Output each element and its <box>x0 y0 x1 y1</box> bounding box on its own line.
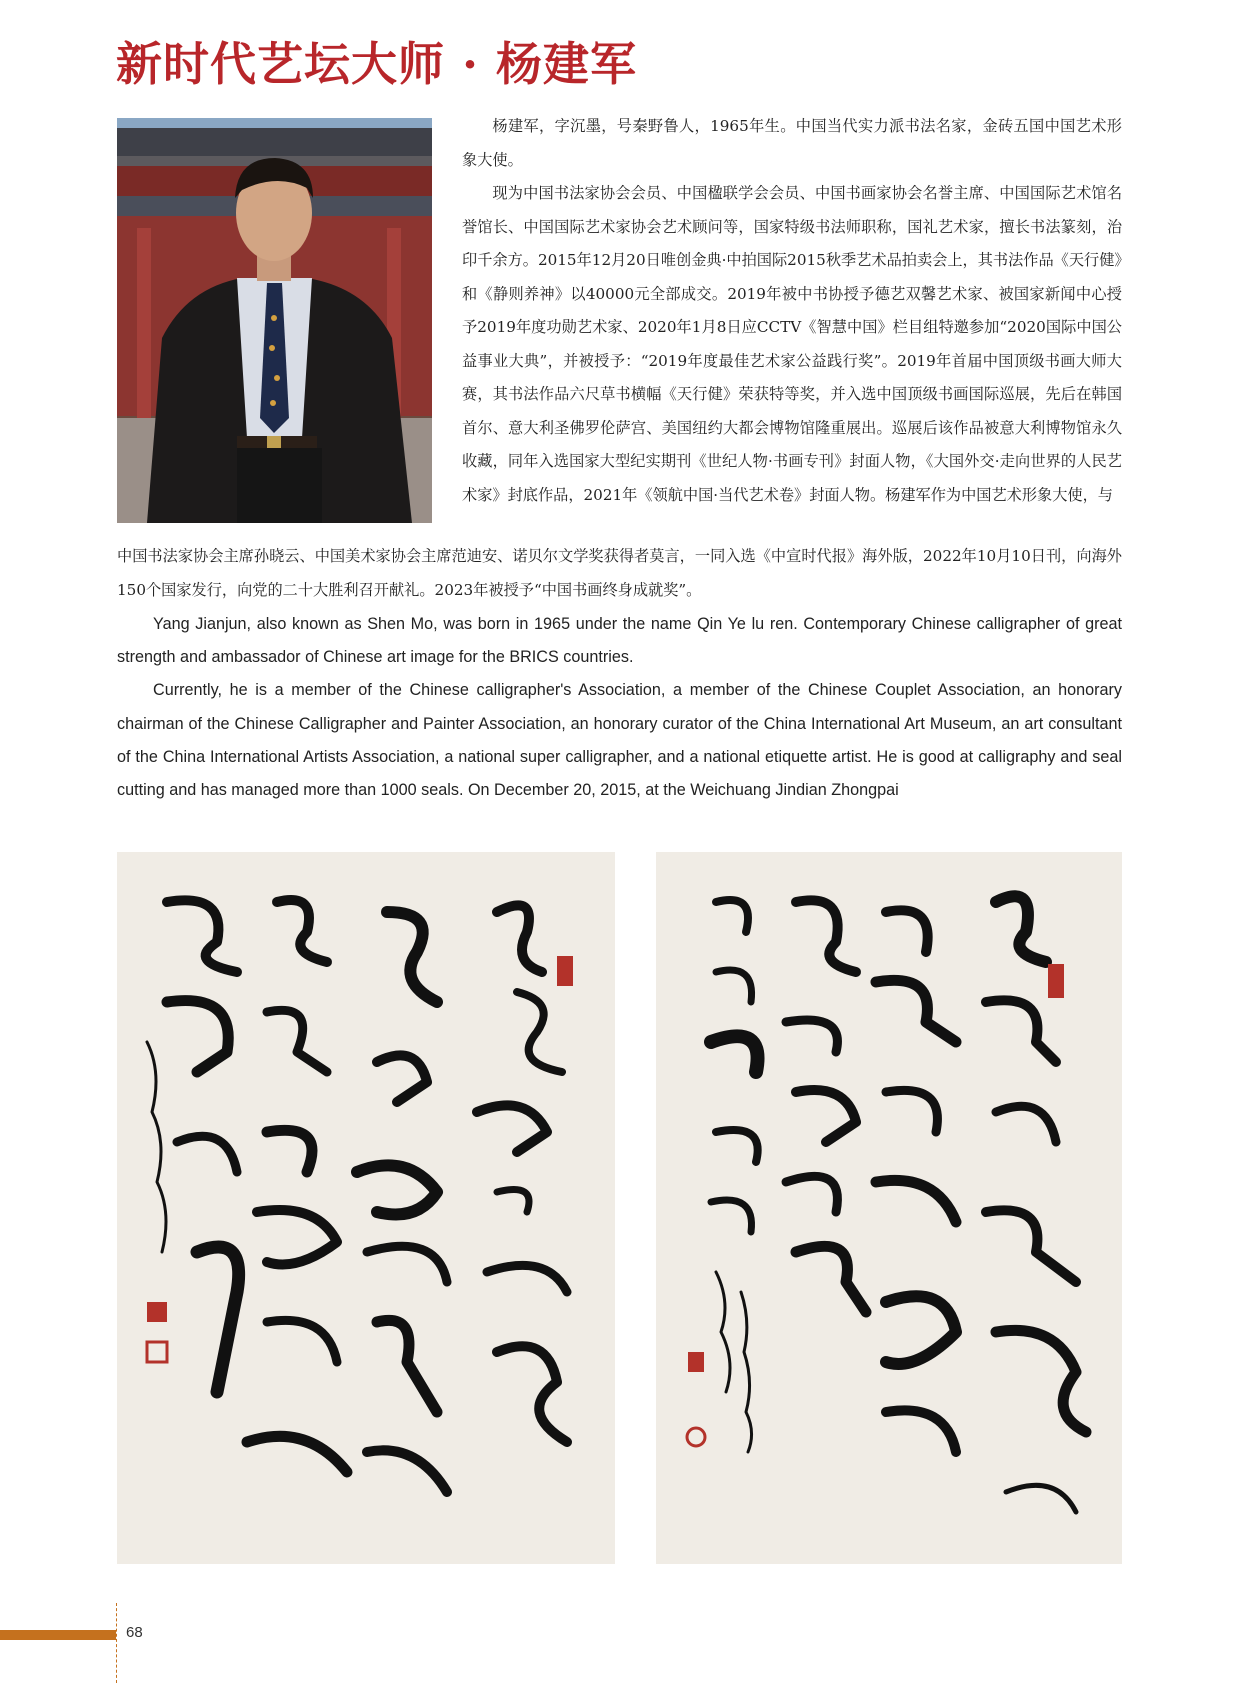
calligraphy-artwork-left <box>117 852 615 1564</box>
bio-en-paragraph-1: Yang Jianjun, also known as Shen Mo, was born in 1965 under the name Qin Ye lu ren. Contemporary Chinese calligrapher of great strength and ambassador of Chinese art image for the BRICS countries. <box>117 615 1122 667</box>
bio-cn-paragraph-2: 现为中国书法家协会会员、中国楹联学会会员、中国书画家协会名誉主席、中国国际艺术馆名誉馆长、中国国际艺术家协会艺术顾问等，国家特级书法师职称，国礼艺术家，擅长书法篆刻，治印千余方。2015年12月20日唯创金典·中拍国际2015秋季艺术品拍卖会上，其书法作品《天行健》和《静则养神》以40000元全部成交。2019年被中书协授予德艺双馨艺术家、被国家新闻中心授予2019年度功勋艺术家、2020年1月8日应CCTV《智慧中国》栏目组特邀参加“2020国际中国公益事业大典”，并被授予：“2019年度最佳艺术家公益践行奖”。2019年首届中国顶级书画大师大赛，其书法作品六尺草书横幅《天行健》荣获特等奖，并入选中国顶级书画国际巡展，先后在韩国首尔、意大利圣佛罗伦萨宫、美国纽约大都会博物馆隆重展出。巡展后该作品被意大利博物馆永久收藏，同年入选国家大型纪实期刊《世纪人物·书画专刊》封面人物，《大国外交·走向世界的人民艺术家》封底作品，2021年《领航中国·当代艺术卷》封面人物。杨建军作为中国艺术形象大使，与 <box>462 184 1122 504</box>
page-number: 68 <box>126 1624 143 1641</box>
bio-cn-full-width: 中国书法家协会主席孙晓云、中国美术家协会主席范迪安、诺贝尔文学奖获得者莫言，一同入选《中宣时代报》海外版，2022年10月10日刊，向海外150个国家发行，向党的二十大胜利召开献礼。2023年被授予“中国书画终身成就奖”。 <box>117 547 1122 599</box>
bio-en <box>117 608 1122 807</box>
bio-cn-paragraph-1: 杨建军，字沉墨，号秦野鲁人，1965年生。中国当代实力派书法名家，金砖五国中国艺术形象大使。 <box>462 117 1122 169</box>
calligraphy-artwork-right <box>656 852 1122 1564</box>
portrait-photo <box>117 118 432 523</box>
footer-accent-bar <box>0 1630 116 1640</box>
bio-en-paragraph-2: Currently, he is a member of the Chinese calligrapher's Association, a member of the Chinese Couplet Association, an honorary chairman of the Chinese Calligrapher and Painter Association, an honorary curator of the China International Art Museum, an art consultant of the China International Artists Association, a national super calligrapher, and a national etiquette artist. He is good at calligraphy and seal cutting and has managed more than 1000 seals. On December 20, 2015, at the Weichuang Jindian Zhongpai <box>117 681 1122 800</box>
bio-cn-wrapped <box>462 110 1122 512</box>
footer-divider <box>116 1603 117 1683</box>
page-title: 新时代艺坛大师 · 杨建军 <box>116 37 638 91</box>
